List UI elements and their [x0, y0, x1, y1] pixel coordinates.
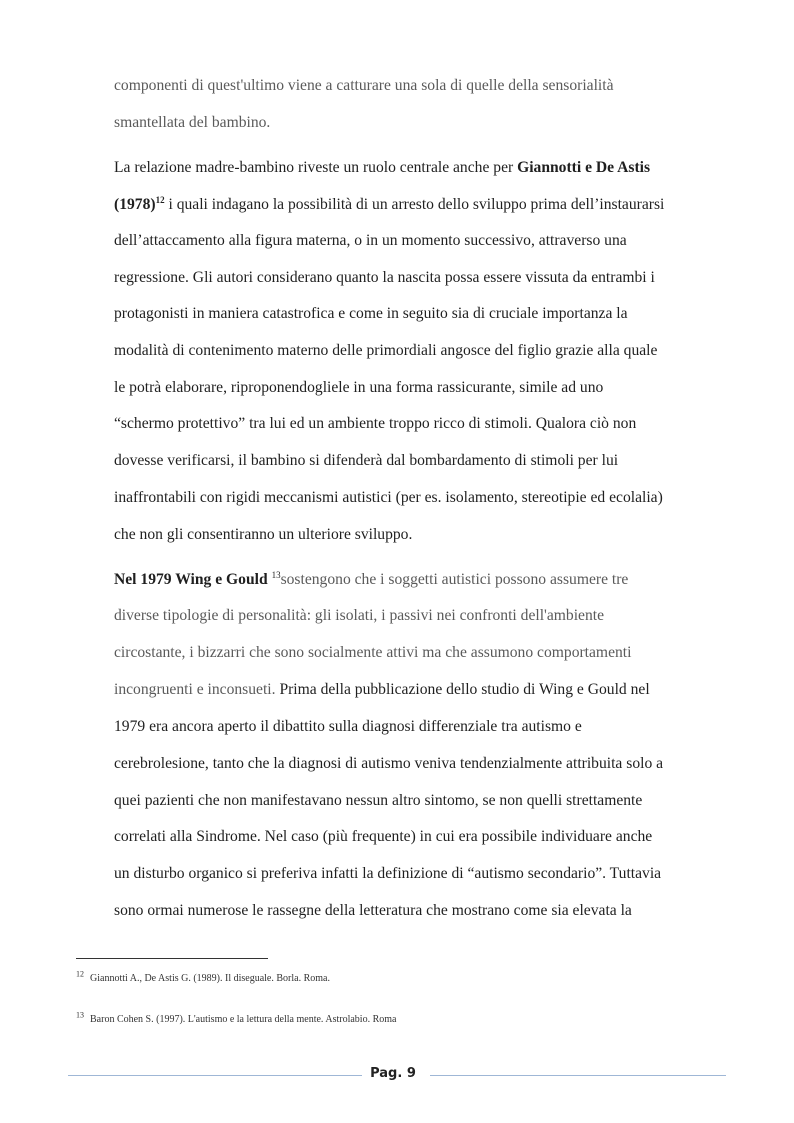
body-line: regressione. Gli autori considerano quanto la nascita possa essere vissuta da entrambi i	[114, 269, 655, 286]
body-text: Prima della pubblicazione dello studio di Wing e Gould nel	[279, 681, 650, 698]
footer-rule-right	[430, 1075, 726, 1076]
body-line	[114, 570, 628, 590]
footer-rule-left	[68, 1075, 362, 1076]
body-line	[114, 158, 650, 178]
body-text: i quali indagano la possibilità di un arresto dello sviluppo prima dell’instaurarsi	[164, 196, 665, 213]
body-text: La relazione madre-bambino riveste un ruolo centrale anche per	[114, 159, 518, 176]
body-line: sono ormai numerose le rassegne della letteratura che mostrano come sia elevata la	[114, 902, 632, 919]
footnote-number: 13	[76, 1010, 84, 1020]
body-line: modalità di contenimento materno delle primordiali angosce del figlio grazie alla quale	[114, 342, 658, 359]
body-line: inaffrontabili con rigidi meccanismi autistici (per es. isolamento, stereotipie ed ecolalia)	[114, 489, 663, 506]
body-line: quei pazienti che non manifestavano nessun altro sintomo, se non quelli strettamente	[114, 792, 643, 809]
body-line: dell’attaccamento alla figura materna, o in un momento successivo, attraverso una	[114, 232, 627, 249]
page-number: Pag. 9	[370, 1066, 416, 1081]
body-line: correlati alla Sindrome. Nel caso (più frequente) in cui era possibile individuare anche	[114, 828, 653, 845]
body-line	[114, 680, 650, 700]
author-citation: Giannotti e De Astis	[517, 159, 651, 176]
body-line: le potrà elaborare, riproponendogliele in una forma rassicurante, simile ad uno	[114, 379, 604, 396]
footnote-text: Baron Cohen S. (1997). L'autismo e la lettura della mente. Astrolabio. Roma	[90, 1014, 397, 1025]
body-line: diverse tipologie di personalità: gli isolati, i passivi nei confronti dell'ambiente	[114, 607, 605, 624]
body-line: componenti di quest'ultimo viene a catturare una sola di quelle della sensorialità	[114, 77, 614, 94]
footnote-ref[interactable]: 13	[271, 569, 281, 580]
body-line: 1979 era ancora aperto il dibattito sulla diagnosi differenziale tra autismo e	[114, 718, 582, 735]
body-line: smantellata del bambino.	[114, 114, 271, 131]
footnote	[76, 969, 330, 984]
footnote-separator	[76, 958, 268, 959]
body-line: un disturbo organico si preferiva infatti la definizione di “autismo secondario”. Tuttavia	[114, 865, 662, 882]
body-line: cerebrolesione, tanto che la diagnosi di autismo veniva tendenzialmente attribuita solo a	[114, 755, 664, 772]
body-line: che non gli consentiranno un ulteriore sviluppo.	[114, 526, 413, 543]
body-line: circostante, i bizzarri che sono socialmente attivi ma che assumono comportamenti	[114, 644, 632, 661]
body-line: “schermo protettivo” tra lui ed un ambiente troppo ricco di stimoli. Qualora ciò non	[114, 415, 637, 432]
body-line: dovesse verificarsi, il bambino si difenderà dal bombardamento di stimoli per lui	[114, 452, 619, 469]
footnote-number: 12	[76, 969, 84, 979]
body-text: sostengono che i soggetti autistici possono assumere tre	[280, 571, 629, 588]
author-citation: Nel 1979 Wing e Gould	[114, 571, 268, 588]
footnote	[76, 1010, 397, 1025]
footnote-ref[interactable]: 12	[155, 194, 165, 205]
body-line	[114, 195, 664, 215]
body-line: protagonisti in maniera catastrofica e come in seguito sia di cruciale importanza la	[114, 305, 628, 322]
footnote-text: Giannotti A., De Astis G. (1989). Il diseguale. Borla. Roma.	[90, 973, 330, 984]
citation-year: (1978)	[114, 196, 156, 213]
body-text: incongruenti e inconsueti.	[114, 681, 280, 698]
